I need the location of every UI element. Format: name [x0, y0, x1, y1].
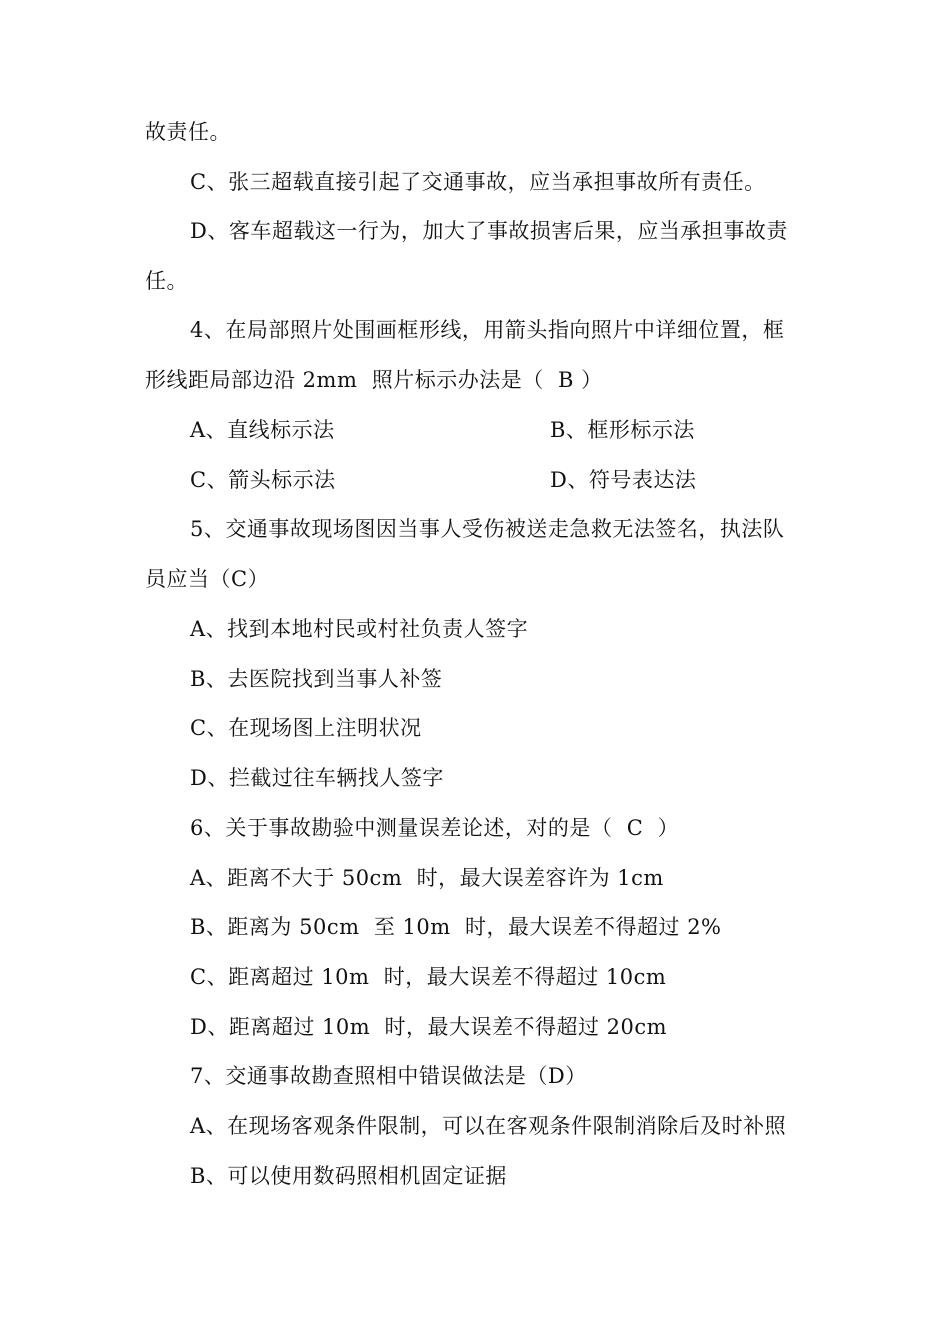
- option-d-line: D、距离超过 10m 时，最大误差不得超过 20cm: [190, 1015, 668, 1039]
- option-b-line: B、去医院找到当事人补签: [190, 667, 443, 691]
- option-c-line: C、张三超载直接引起了交通事故，应当承担事故所有责任。: [190, 170, 766, 194]
- option-b-line: B、框形标示法: [550, 418, 695, 442]
- question-4-line-2: 形线距局部边沿 2mm 照片标示办法是（ B ）: [145, 368, 603, 392]
- option-a-line: A、直线标示法: [190, 418, 335, 442]
- paragraph-line: 任。: [145, 269, 188, 293]
- option-d-line: D、拦截过往车辆找人签字: [190, 766, 444, 790]
- option-c-line: C、距离超过 10m 时，最大误差不得超过 10cm: [190, 965, 667, 989]
- option-a-line: A、距离不大于 50cm 时，最大误差容许为 1cm: [190, 866, 664, 890]
- paragraph-line: 故责任。: [145, 120, 231, 144]
- question-5-line: 5、交通事故现场图因当事人受伤被送走急救无法签名，执法队: [190, 517, 785, 541]
- option-b-line: B、可以使用数码照相机固定证据: [190, 1164, 507, 1188]
- question-7-line: 7、交通事故勘查照相中错误做法是（D）: [190, 1064, 587, 1088]
- option-c-line: C、箭头标示法: [190, 468, 336, 492]
- question-4-line: 4、在局部照片处围画框形线，用箭头指向照片中详细位置，框: [190, 318, 785, 342]
- option-d-line: D、客车超载这一行为，加大了事故损害后果，应当承担事故责: [190, 219, 788, 243]
- option-a-line: A、找到本地村民或村社负责人签字: [190, 617, 529, 641]
- option-a-line: A、在现场客观条件限制，可以在客观条件限制消除后及时补照: [190, 1114, 787, 1138]
- question-5-line-2: 员应当（C）: [145, 567, 270, 591]
- option-c-line: C、在现场图上注明状况: [190, 716, 422, 740]
- option-b-line: B、距离为 50cm 至 10m 时，最大误差不得超过 2%: [190, 915, 722, 939]
- question-6-line: 6、关于事故勘验中测量误差论述，对的是（ C ）: [190, 816, 680, 840]
- option-d-line: D、符号表达法: [550, 468, 697, 492]
